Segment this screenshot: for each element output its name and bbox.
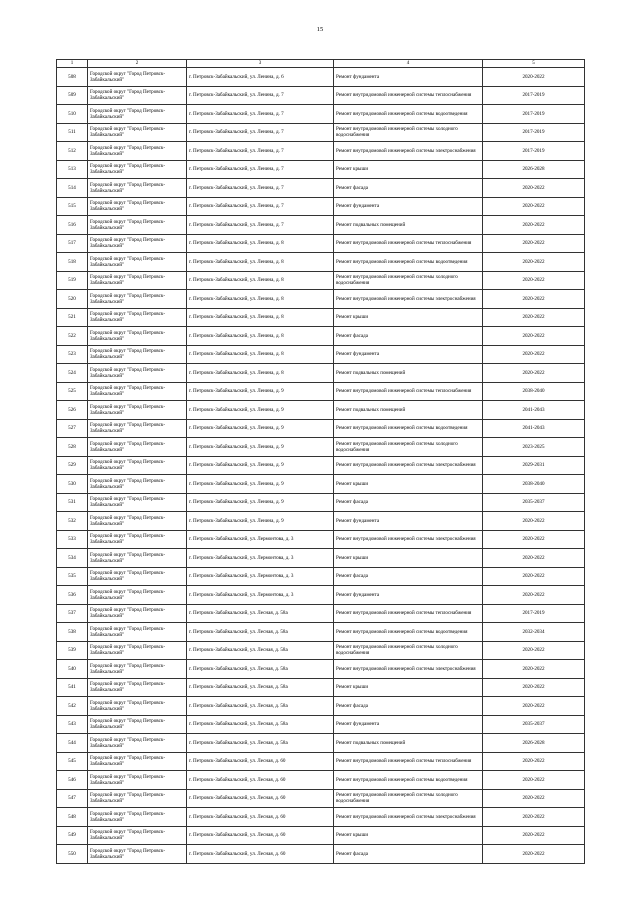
work-type-cell: Ремонт фундамента bbox=[334, 512, 483, 531]
work-type-cell: Ремонт фасада bbox=[334, 179, 483, 198]
work-type-cell: Ремонт подвальных помещений bbox=[334, 216, 483, 235]
period-cell: 2020-2022 bbox=[483, 586, 585, 605]
row-number: 537 bbox=[57, 604, 88, 623]
municipality-cell: Городской округ "Город Петровск-Забайкальский" bbox=[88, 308, 187, 327]
address-cell: г. Петровск-Забайкальский, ул. Лесная, д. 60 bbox=[187, 789, 334, 808]
period-cell: 2020-2022 bbox=[483, 567, 585, 586]
period-cell: 2020-2022 bbox=[483, 549, 585, 568]
row-number: 508 bbox=[57, 68, 88, 87]
table-row bbox=[57, 493, 585, 512]
row-number: 522 bbox=[57, 327, 88, 346]
municipality-cell: Городской округ "Город Петровск-Забайкальский" bbox=[88, 253, 187, 272]
municipality-cell: Городской округ "Город Петровск-Забайкальский" bbox=[88, 512, 187, 531]
table-row bbox=[57, 401, 585, 420]
work-type-cell: Ремонт фасада bbox=[334, 567, 483, 586]
table-row bbox=[57, 678, 585, 697]
row-number: 541 bbox=[57, 678, 88, 697]
work-type-cell: Ремонт фундамента bbox=[334, 197, 483, 216]
period-cell: 2017-2019 bbox=[483, 86, 585, 105]
address-cell: г. Петровск-Забайкальский, ул. Лесная, д. 58а bbox=[187, 715, 334, 734]
row-number: 528 bbox=[57, 438, 88, 457]
work-type-cell: Ремонт подвальных помещений bbox=[334, 401, 483, 420]
table-row bbox=[57, 604, 585, 623]
municipality-cell: Городской округ "Город Петровск-Забайкальский" bbox=[88, 641, 187, 660]
period-cell: 2020-2022 bbox=[483, 697, 585, 716]
table-row bbox=[57, 86, 585, 105]
row-number: 515 bbox=[57, 197, 88, 216]
work-type-cell: Ремонт внутридомовой инженерной системы теплоснабжения bbox=[334, 752, 483, 771]
work-type-cell: Ремонт подвальных помещений bbox=[334, 364, 483, 383]
municipality-cell: Городской округ "Город Петровск-Забайкальский" bbox=[88, 86, 187, 105]
row-number: 518 bbox=[57, 253, 88, 272]
work-type-cell: Ремонт фундамента bbox=[334, 345, 483, 364]
work-type-cell: Ремонт внутридомовой инженерной системы теплоснабжения bbox=[334, 234, 483, 253]
address-cell: г. Петровск-Забайкальский, ул. Лесная, д. 60 bbox=[187, 771, 334, 790]
period-cell: 2029-2031 bbox=[483, 456, 585, 475]
address-cell: г. Петровск-Забайкальский, ул. Лесная, д. 58а bbox=[187, 623, 334, 642]
table-row bbox=[57, 771, 585, 790]
row-number: 529 bbox=[57, 456, 88, 475]
municipality-cell: Городской округ "Город Петровск-Забайкальский" bbox=[88, 530, 187, 549]
work-type-cell: Ремонт внутридомовой инженерной системы холодного водоснабжения bbox=[334, 123, 483, 142]
work-type-cell: Ремонт внутридомовой инженерной системы холодного водоснабжения bbox=[334, 271, 483, 290]
municipality-cell: Городской округ "Город Петровск-Забайкальский" bbox=[88, 771, 187, 790]
municipality-cell: Городской округ "Город Петровск-Забайкальский" bbox=[88, 290, 187, 309]
address-cell: г. Петровск-Забайкальский, ул. Ленина, д. 7 bbox=[187, 216, 334, 235]
row-number: 539 bbox=[57, 641, 88, 660]
row-number: 532 bbox=[57, 512, 88, 531]
work-type-cell: Ремонт внутридомовой инженерной системы водоотведения bbox=[334, 623, 483, 642]
work-type-cell: Ремонт крыши bbox=[334, 160, 483, 179]
row-number: 510 bbox=[57, 105, 88, 124]
address-cell: г. Петровск-Забайкальский, ул. Ленина, д. 7 bbox=[187, 86, 334, 105]
period-cell: 2020-2022 bbox=[483, 771, 585, 790]
row-number: 545 bbox=[57, 752, 88, 771]
period-cell: 2020-2022 bbox=[483, 271, 585, 290]
row-number: 544 bbox=[57, 734, 88, 753]
row-number: 530 bbox=[57, 475, 88, 494]
row-number: 511 bbox=[57, 123, 88, 142]
work-type-cell: Ремонт внутридомовой инженерной системы теплоснабжения bbox=[334, 86, 483, 105]
municipality-cell: Городской округ "Город Петровск-Забайкальский" bbox=[88, 826, 187, 845]
work-type-cell: Ремонт внутридомовой инженерной системы электроснабжения bbox=[334, 456, 483, 475]
table-row bbox=[57, 660, 585, 679]
address-cell: г. Петровск-Забайкальский, ул. Ленина, д. 9 bbox=[187, 456, 334, 475]
row-number: 533 bbox=[57, 530, 88, 549]
table-row bbox=[57, 752, 585, 771]
municipality-cell: Городской округ "Город Петровск-Забайкальский" bbox=[88, 586, 187, 605]
period-cell: 2023-2025 bbox=[483, 438, 585, 457]
municipality-cell: Городской округ "Город Петровск-Забайкальский" bbox=[88, 142, 187, 161]
municipality-cell: Городской округ "Город Петровск-Забайкальский" bbox=[88, 845, 187, 864]
address-cell: г. Петровск-Забайкальский, ул. Лесная, д. 58а bbox=[187, 734, 334, 753]
municipality-cell: Городской округ "Город Петровск-Забайкальский" bbox=[88, 345, 187, 364]
row-number: 516 bbox=[57, 216, 88, 235]
table-row bbox=[57, 197, 585, 216]
table-row bbox=[57, 253, 585, 272]
work-type-cell: Ремонт внутридомовой инженерной системы водоотведения bbox=[334, 419, 483, 438]
row-number: 524 bbox=[57, 364, 88, 383]
period-cell: 2020-2022 bbox=[483, 345, 585, 364]
period-cell: 2020-2022 bbox=[483, 660, 585, 679]
row-number: 546 bbox=[57, 771, 88, 790]
municipality-cell: Городской округ "Город Петровск-Забайкальский" bbox=[88, 160, 187, 179]
period-cell: 2020-2022 bbox=[483, 234, 585, 253]
period-cell: 2020-2022 bbox=[483, 789, 585, 808]
municipality-cell: Городской округ "Город Петровск-Забайкальский" bbox=[88, 475, 187, 494]
period-cell: 2020-2022 bbox=[483, 826, 585, 845]
table-row bbox=[57, 142, 585, 161]
work-type-cell: Ремонт крыши bbox=[334, 475, 483, 494]
work-type-cell: Ремонт крыши bbox=[334, 678, 483, 697]
row-number: 542 bbox=[57, 697, 88, 716]
row-number: 550 bbox=[57, 845, 88, 864]
period-cell: 2020-2022 bbox=[483, 752, 585, 771]
work-type-cell: Ремонт внутридомовой инженерной системы водоотведения bbox=[334, 105, 483, 124]
address-cell: г. Петровск-Забайкальский, ул. Лесная, д. 60 bbox=[187, 752, 334, 771]
work-type-cell: Ремонт внутридомовой инженерной системы теплоснабжения bbox=[334, 382, 483, 401]
row-number: 526 bbox=[57, 401, 88, 420]
row-number: 523 bbox=[57, 345, 88, 364]
row-number: 514 bbox=[57, 179, 88, 198]
work-type-cell: Ремонт внутридомовой инженерной системы теплоснабжения bbox=[334, 604, 483, 623]
municipality-cell: Городской округ "Город Петровск-Забайкальский" bbox=[88, 197, 187, 216]
address-cell: г. Петровск-Забайкальский, ул. Ленина, д. 6 bbox=[187, 68, 334, 87]
period-cell: 2020-2022 bbox=[483, 678, 585, 697]
table-row bbox=[57, 216, 585, 235]
period-cell: 2020-2022 bbox=[483, 216, 585, 235]
work-type-cell: Ремонт внутридомовой инженерной системы водоотведения bbox=[334, 253, 483, 272]
table-row bbox=[57, 567, 585, 586]
column-header-5: 5 bbox=[483, 60, 585, 68]
row-number: 543 bbox=[57, 715, 88, 734]
address-cell: г. Петровск-Забайкальский, ул. Ленина, д. 7 bbox=[187, 179, 334, 198]
work-type-cell: Ремонт внутридомовой инженерной системы электроснабжения bbox=[334, 290, 483, 309]
row-number: 547 bbox=[57, 789, 88, 808]
period-cell: 2017-2019 bbox=[483, 604, 585, 623]
period-cell: 2020-2022 bbox=[483, 808, 585, 827]
table-row bbox=[57, 271, 585, 290]
row-number: 535 bbox=[57, 567, 88, 586]
column-header-2: 2 bbox=[88, 60, 187, 68]
municipality-cell: Городской округ "Город Петровск-Забайкальский" bbox=[88, 493, 187, 512]
table-row bbox=[57, 549, 585, 568]
municipality-cell: Городской округ "Город Петровск-Забайкальский" bbox=[88, 438, 187, 457]
address-cell: г. Петровск-Забайкальский, ул. Ленина, д. 9 bbox=[187, 382, 334, 401]
municipality-cell: Городской округ "Город Петровск-Забайкальский" bbox=[88, 419, 187, 438]
table-row bbox=[57, 623, 585, 642]
table-row bbox=[57, 641, 585, 660]
municipality-cell: Городской округ "Город Петровск-Забайкальский" bbox=[88, 808, 187, 827]
row-number: 549 bbox=[57, 826, 88, 845]
address-cell: г. Петровск-Забайкальский, ул. Ленина, д. 9 bbox=[187, 419, 334, 438]
row-number: 540 bbox=[57, 660, 88, 679]
row-number: 548 bbox=[57, 808, 88, 827]
municipality-cell: Городской округ "Город Петровск-Забайкальский" bbox=[88, 179, 187, 198]
address-cell: г. Петровск-Забайкальский, ул. Лермонтова, д. 3 bbox=[187, 586, 334, 605]
period-cell: 2020-2022 bbox=[483, 290, 585, 309]
work-type-cell: Ремонт крыши bbox=[334, 308, 483, 327]
row-number: 538 bbox=[57, 623, 88, 642]
period-cell: 2020-2022 bbox=[483, 512, 585, 531]
period-cell: 2020-2022 bbox=[483, 179, 585, 198]
period-cell: 2026-2028 bbox=[483, 160, 585, 179]
work-type-cell: Ремонт фасада bbox=[334, 493, 483, 512]
table-row bbox=[57, 826, 585, 845]
period-cell: 2017-2019 bbox=[483, 105, 585, 124]
work-type-cell: Ремонт внутридомовой инженерной системы электроснабжения bbox=[334, 660, 483, 679]
row-number: 520 bbox=[57, 290, 88, 309]
address-cell: г. Петровск-Забайкальский, ул. Ленина, д. 9 bbox=[187, 475, 334, 494]
address-cell: г. Петровск-Забайкальский, ул. Лесная, д. 58а bbox=[187, 660, 334, 679]
municipality-cell: Городской округ "Город Петровск-Забайкальский" bbox=[88, 715, 187, 734]
address-cell: г. Петровск-Забайкальский, ул. Ленина, д. 7 bbox=[187, 105, 334, 124]
table-row bbox=[57, 789, 585, 808]
work-type-cell: Ремонт фасада bbox=[334, 845, 483, 864]
table-row bbox=[57, 456, 585, 475]
table-row bbox=[57, 68, 585, 87]
municipality-cell: Городской округ "Город Петровск-Забайкальский" bbox=[88, 271, 187, 290]
row-number: 527 bbox=[57, 419, 88, 438]
repair-schedule-table bbox=[56, 59, 585, 864]
work-type-cell: Ремонт внутридомовой инженерной системы электроснабжения bbox=[334, 808, 483, 827]
row-number: 519 bbox=[57, 271, 88, 290]
address-cell: г. Петровск-Забайкальский, ул. Ленина, д. 9 bbox=[187, 438, 334, 457]
municipality-cell: Городской округ "Город Петровск-Забайкальский" bbox=[88, 382, 187, 401]
municipality-cell: Городской округ "Город Петровск-Забайкальский" bbox=[88, 678, 187, 697]
column-header-3: 3 bbox=[187, 60, 334, 68]
table-row bbox=[57, 419, 585, 438]
table-row bbox=[57, 845, 585, 864]
work-type-cell: Ремонт внутридомовой инженерной системы холодного водоснабжения bbox=[334, 641, 483, 660]
period-cell: 2017-2019 bbox=[483, 123, 585, 142]
work-type-cell: Ремонт крыши bbox=[334, 549, 483, 568]
period-cell: 2038-2040 bbox=[483, 475, 585, 494]
address-cell: г. Петровск-Забайкальский, ул. Лесная, д. 58а bbox=[187, 678, 334, 697]
table-row bbox=[57, 290, 585, 309]
municipality-cell: Городской округ "Город Петровск-Забайкальский" bbox=[88, 216, 187, 235]
page-number: 15 bbox=[316, 26, 324, 33]
column-header-1: 1 bbox=[57, 60, 88, 68]
address-cell: г. Петровск-Забайкальский, ул. Ленина, д. 8 bbox=[187, 290, 334, 309]
period-cell: 2020-2022 bbox=[483, 364, 585, 383]
address-cell: г. Петровск-Забайкальский, ул. Ленина, д. 8 bbox=[187, 364, 334, 383]
municipality-cell: Городской округ "Город Петровск-Забайкальский" bbox=[88, 604, 187, 623]
address-cell: г. Петровск-Забайкальский, ул. Ленина, д. 9 bbox=[187, 512, 334, 531]
table-row bbox=[57, 234, 585, 253]
municipality-cell: Городской округ "Город Петровск-Забайкальский" bbox=[88, 734, 187, 753]
municipality-cell: Городской округ "Город Петровск-Забайкальский" bbox=[88, 364, 187, 383]
table-body bbox=[57, 68, 585, 864]
address-cell: г. Петровск-Забайкальский, ул. Лесная, д. 60 bbox=[187, 826, 334, 845]
table-row bbox=[57, 308, 585, 327]
row-number: 517 bbox=[57, 234, 88, 253]
work-type-cell: Ремонт внутридомовой инженерной системы холодного водоснабжения bbox=[334, 438, 483, 457]
municipality-cell: Городской округ "Город Петровск-Забайкальский" bbox=[88, 752, 187, 771]
header-row bbox=[57, 60, 585, 68]
municipality-cell: Городской округ "Город Петровск-Забайкальский" bbox=[88, 105, 187, 124]
period-cell: 2020-2022 bbox=[483, 308, 585, 327]
table-row bbox=[57, 345, 585, 364]
period-cell: 2020-2022 bbox=[483, 197, 585, 216]
period-cell: 2020-2022 bbox=[483, 253, 585, 272]
municipality-cell: Городской округ "Город Петровск-Забайкальский" bbox=[88, 623, 187, 642]
municipality-cell: Городской округ "Город Петровск-Забайкальский" bbox=[88, 401, 187, 420]
work-type-cell: Ремонт внутридомовой инженерной системы электроснабжения bbox=[334, 530, 483, 549]
row-number: 513 bbox=[57, 160, 88, 179]
period-cell: 2020-2022 bbox=[483, 327, 585, 346]
row-number: 536 bbox=[57, 586, 88, 605]
row-number: 531 bbox=[57, 493, 88, 512]
work-type-cell: Ремонт фасада bbox=[334, 697, 483, 716]
period-cell: 2026-2028 bbox=[483, 734, 585, 753]
work-type-cell: Ремонт подвальных помещений bbox=[334, 734, 483, 753]
period-cell: 2032-2034 bbox=[483, 623, 585, 642]
table-row bbox=[57, 327, 585, 346]
address-cell: г. Петровск-Забайкальский, ул. Ленина, д. 9 bbox=[187, 401, 334, 420]
table-row bbox=[57, 179, 585, 198]
address-cell: г. Петровск-Забайкальский, ул. Ленина, д. 8 bbox=[187, 234, 334, 253]
address-cell: г. Петровск-Забайкальский, ул. Лесная, д. 60 bbox=[187, 845, 334, 864]
work-type-cell: Ремонт фундамента bbox=[334, 68, 483, 87]
row-number: 521 bbox=[57, 308, 88, 327]
table-row bbox=[57, 734, 585, 753]
period-cell: 2020-2022 bbox=[483, 641, 585, 660]
table-row bbox=[57, 123, 585, 142]
table-row bbox=[57, 160, 585, 179]
municipality-cell: Городской округ "Город Петровск-Забайкальский" bbox=[88, 327, 187, 346]
table-row bbox=[57, 512, 585, 531]
column-header-4: 4 bbox=[334, 60, 483, 68]
table-row bbox=[57, 105, 585, 124]
period-cell: 2041-2043 bbox=[483, 401, 585, 420]
table-row bbox=[57, 475, 585, 494]
municipality-cell: Городской округ "Город Петровск-Забайкальский" bbox=[88, 789, 187, 808]
address-cell: г. Петровск-Забайкальский, ул. Лесная, д. 58а bbox=[187, 697, 334, 716]
address-cell: г. Петровск-Забайкальский, ул. Лермонтова, д. 3 bbox=[187, 567, 334, 586]
address-cell: г. Петровск-Забайкальский, ул. Ленина, д. 8 bbox=[187, 271, 334, 290]
table-row bbox=[57, 715, 585, 734]
municipality-cell: Городской округ "Город Петровск-Забайкальский" bbox=[88, 68, 187, 87]
address-cell: г. Петровск-Забайкальский, ул. Ленина, д. 7 bbox=[187, 160, 334, 179]
period-cell: 2017-2019 bbox=[483, 142, 585, 161]
address-cell: г. Петровск-Забайкальский, ул. Ленина, д. 7 bbox=[187, 142, 334, 161]
municipality-cell: Городской округ "Город Петровск-Забайкальский" bbox=[88, 567, 187, 586]
period-cell: 2020-2022 bbox=[483, 845, 585, 864]
work-type-cell: Ремонт внутридомовой инженерной системы электроснабжения bbox=[334, 142, 483, 161]
address-cell: г. Петровск-Забайкальский, ул. Лермонтова, д. 3 bbox=[187, 549, 334, 568]
municipality-cell: Городской округ "Город Петровск-Забайкальский" bbox=[88, 660, 187, 679]
work-type-cell: Ремонт крыши bbox=[334, 826, 483, 845]
period-cell: 2035-2037 bbox=[483, 715, 585, 734]
address-cell: г. Петровск-Забайкальский, ул. Ленина, д. 7 bbox=[187, 197, 334, 216]
municipality-cell: Городской округ "Город Петровск-Забайкальский" bbox=[88, 697, 187, 716]
address-cell: г. Петровск-Забайкальский, ул. Ленина, д. 8 bbox=[187, 253, 334, 272]
work-type-cell: Ремонт фундамента bbox=[334, 586, 483, 605]
work-type-cell: Ремонт фасада bbox=[334, 327, 483, 346]
address-cell: г. Петровск-Забайкальский, ул. Лесная, д. 58а bbox=[187, 604, 334, 623]
table-row bbox=[57, 364, 585, 383]
address-cell: г. Петровск-Забайкальский, ул. Ленина, д. 8 bbox=[187, 308, 334, 327]
row-number: 525 bbox=[57, 382, 88, 401]
work-type-cell: Ремонт внутридомовой инженерной системы водоотведения bbox=[334, 771, 483, 790]
municipality-cell: Городской округ "Город Петровск-Забайкальский" bbox=[88, 123, 187, 142]
row-number: 512 bbox=[57, 142, 88, 161]
row-number: 534 bbox=[57, 549, 88, 568]
address-cell: г. Петровск-Забайкальский, ул. Ленина, д. 9 bbox=[187, 493, 334, 512]
table-row bbox=[57, 808, 585, 827]
table-row bbox=[57, 438, 585, 457]
row-number: 509 bbox=[57, 86, 88, 105]
period-cell: 2020-2022 bbox=[483, 68, 585, 87]
table-row bbox=[57, 697, 585, 716]
address-cell: г. Петровск-Забайкальский, ул. Лесная, д. 60 bbox=[187, 808, 334, 827]
address-cell: г. Петровск-Забайкальский, ул. Ленина, д. 8 bbox=[187, 327, 334, 346]
table-header bbox=[57, 60, 585, 68]
address-cell: г. Петровск-Забайкальский, ул. Ленина, д. 7 bbox=[187, 123, 334, 142]
table-row bbox=[57, 382, 585, 401]
municipality-cell: Городской округ "Город Петровск-Забайкальский" bbox=[88, 456, 187, 475]
period-cell: 2038-2040 bbox=[483, 382, 585, 401]
address-cell: г. Петровск-Забайкальский, ул. Лермонтова, д. 3 bbox=[187, 530, 334, 549]
address-cell: г. Петровск-Забайкальский, ул. Ленина, д. 8 bbox=[187, 345, 334, 364]
period-cell: 2035-2037 bbox=[483, 493, 585, 512]
work-type-cell: Ремонт внутридомовой инженерной системы холодного водоснабжения bbox=[334, 789, 483, 808]
period-cell: 2020-2022 bbox=[483, 530, 585, 549]
table-row bbox=[57, 530, 585, 549]
municipality-cell: Городской округ "Город Петровск-Забайкальский" bbox=[88, 234, 187, 253]
table-row bbox=[57, 586, 585, 605]
period-cell: 2041-2043 bbox=[483, 419, 585, 438]
municipality-cell: Городской округ "Город Петровск-Забайкальский" bbox=[88, 549, 187, 568]
address-cell: г. Петровск-Забайкальский, ул. Лесная, д. 58а bbox=[187, 641, 334, 660]
work-type-cell: Ремонт фундамента bbox=[334, 715, 483, 734]
